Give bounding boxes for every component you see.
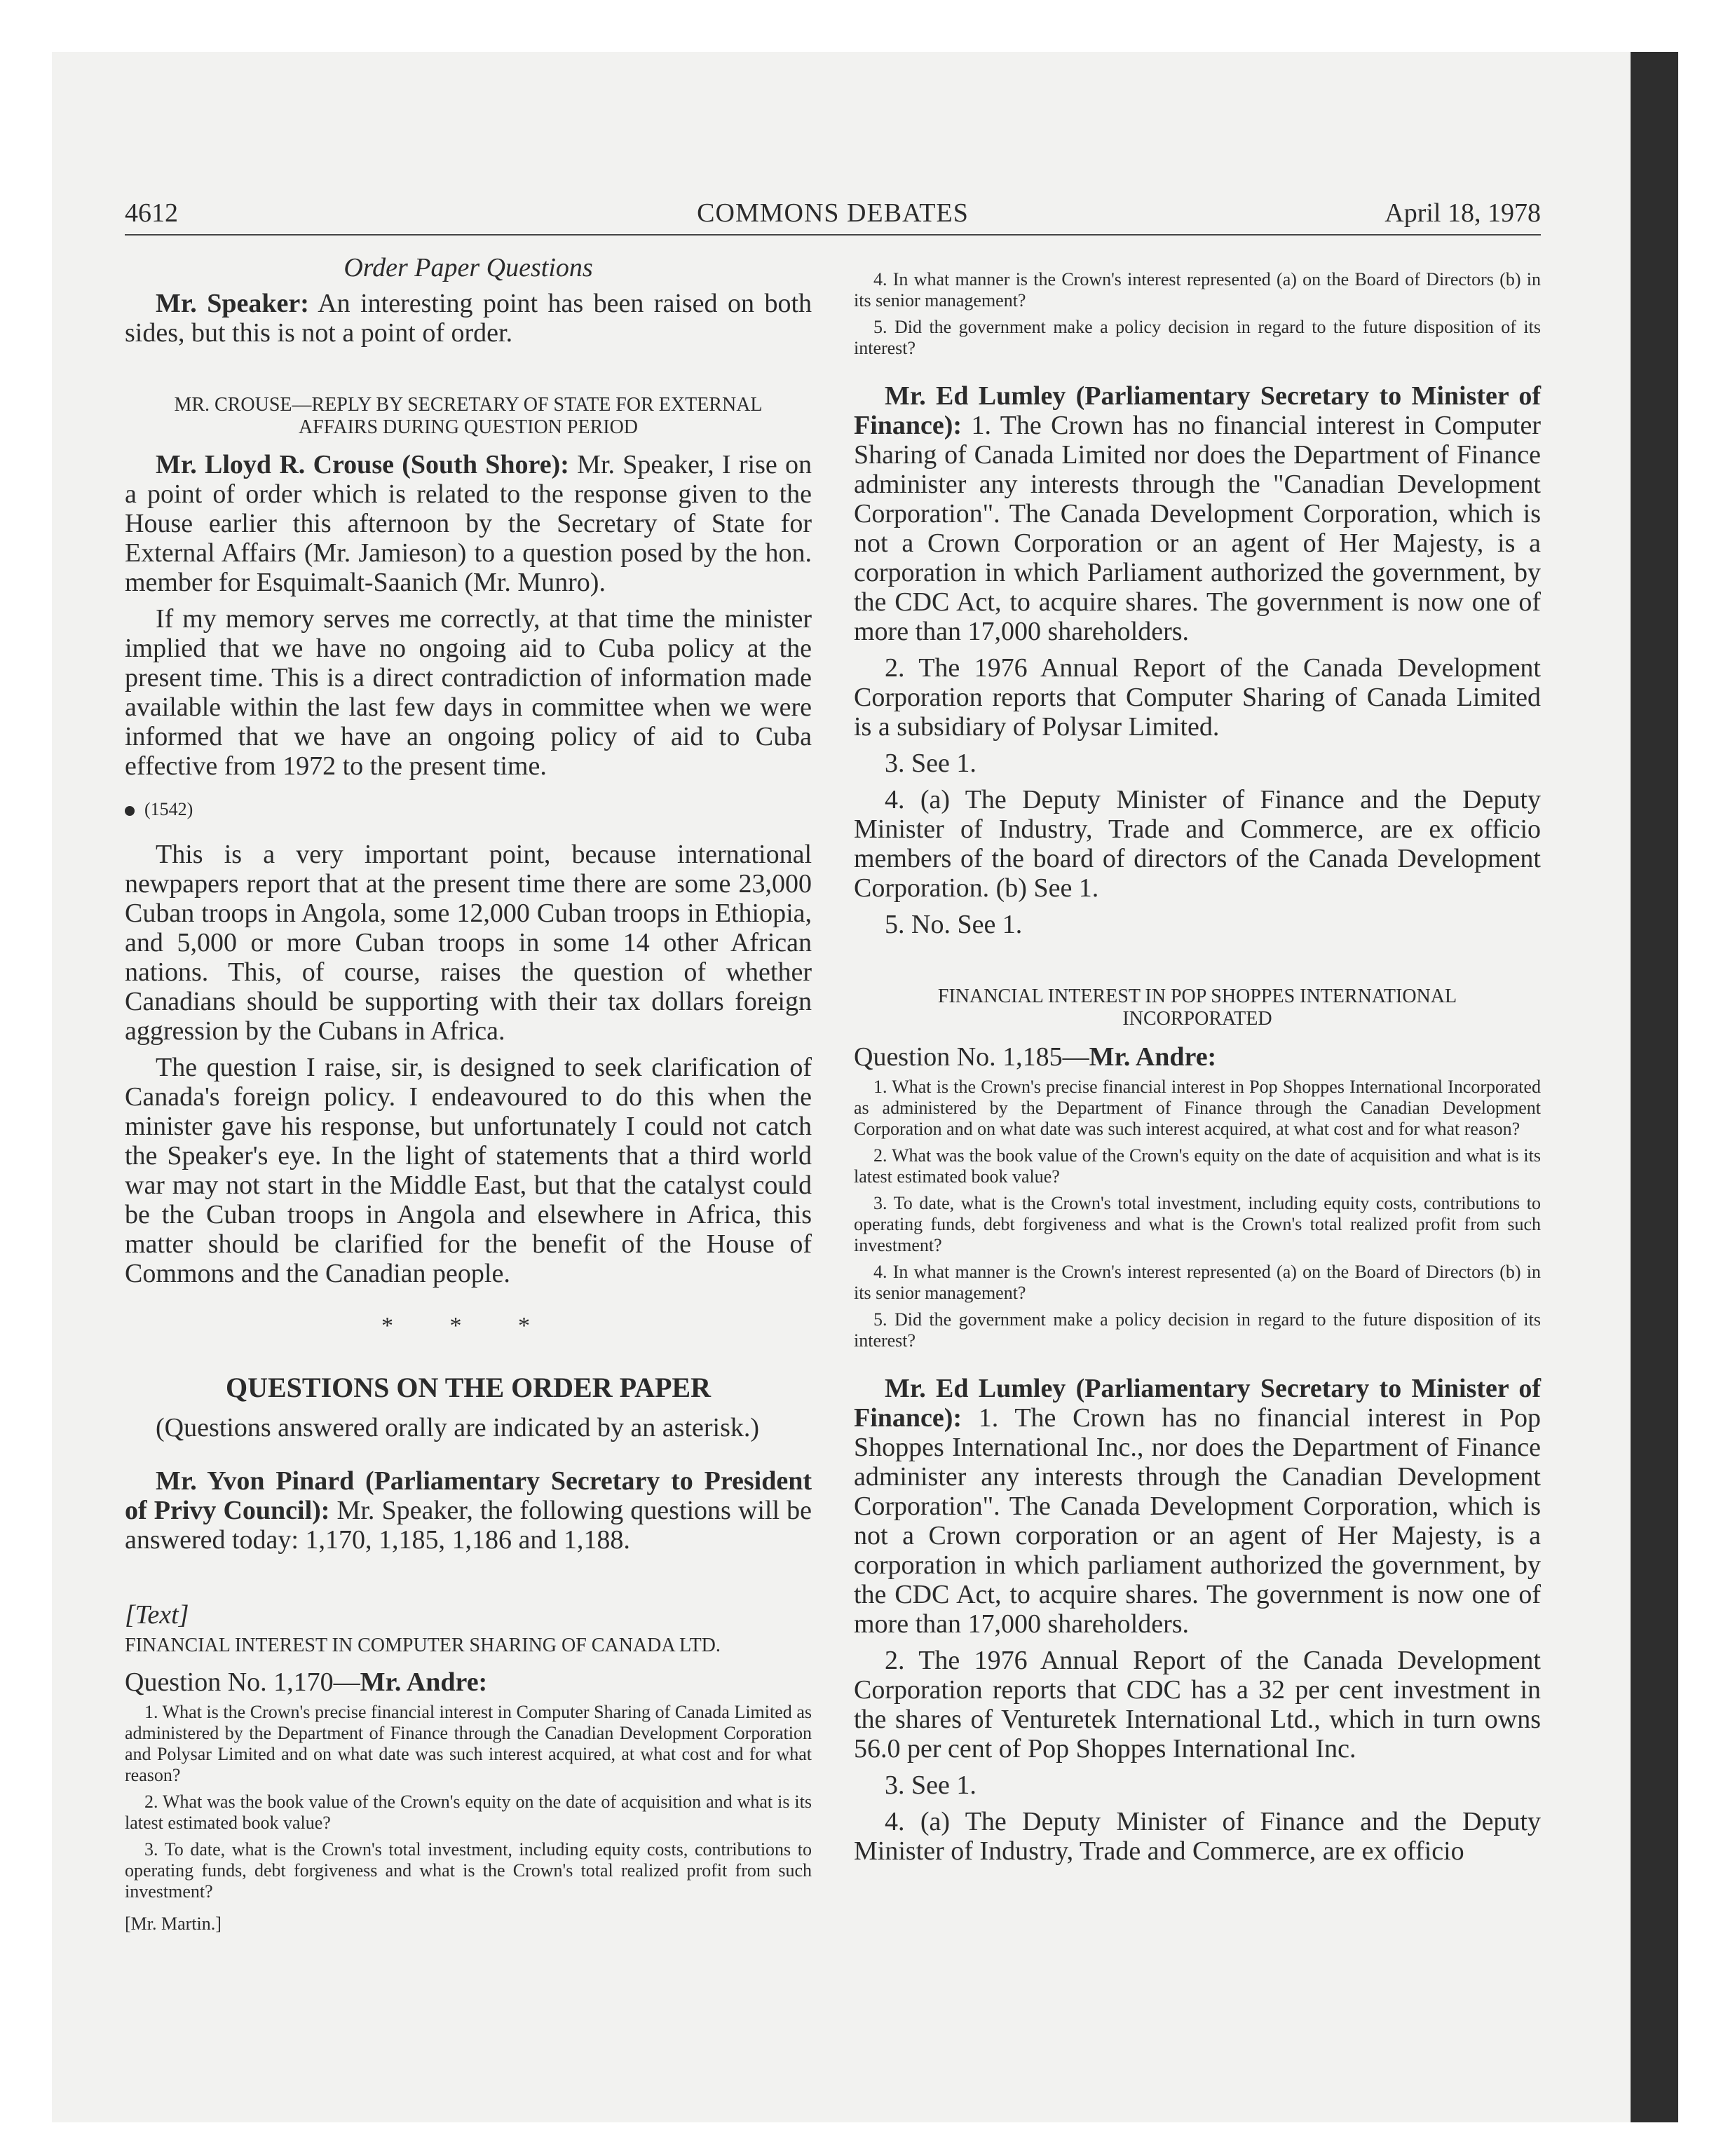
paragraph: If my memory serves me correctly, at that time the minister implied that we have no ongoing aid to Cuba policy at the present time. This is a direct contradiction of information made available within the last few days in committee when we were informed that we have an ongoing policy of aid to Cuba effective from 1972 to the present time. xyxy=(125,604,812,781)
question-item: 4. In what manner is the Crown's interest represented (a) on the Board of Directors (b) in its senior management? xyxy=(854,1262,1541,1303)
timecode-text: (1542) xyxy=(144,799,193,819)
issue-date: April 18, 1978 xyxy=(1384,198,1541,228)
section-break-asterisks: * * * xyxy=(381,1313,555,1339)
text-label: [Text] xyxy=(125,1600,189,1630)
paragraph-crouse xyxy=(125,450,812,597)
section-title-order-paper: Order Paper Questions xyxy=(343,253,593,282)
question-item: 2. What was the book value of the Crown's equity on the date of acquisition and what is its latest estimated book value? xyxy=(125,1792,812,1833)
right-column xyxy=(854,252,1541,1873)
section-heading-questions: QUESTIONS ON THE ORDER PAPER xyxy=(226,1372,711,1403)
paragraph-lumley-answer xyxy=(854,381,1541,646)
header-rule xyxy=(125,234,1541,236)
question-item: 3. To date, what is the Crown's total investment, including equity costs, contributions to operating funds, debt forgiveness and what is the Crown's total realized profit from such investment? xyxy=(125,1839,812,1902)
running-head xyxy=(125,196,1541,236)
section-heading-computer-sharing: FINANCIAL INTEREST IN COMPUTER SHARING OF CANADA LTD. xyxy=(125,1635,721,1656)
answer-item: 2. The 1976 Annual Report of the Canada Development Corporation reports that CDC has a 32 per cent investment in the shares of Venturetek International Ltd., which in turn owns 56.0 per cent of Pop Shoppes International Inc. xyxy=(854,1646,1541,1763)
paragraph: This is a very important point, because international newpapers report that at the present time there are some 23,000 Cuban troops in Angola, some 12,000 Cuban troops in Ethiopia, and 5,000 or more Cuban troops in some 14 other African nations. This, of course, raises the question of whether Canadians should be supporting with their tax dollars foreign aggression by the Cubans in Africa. xyxy=(125,840,812,1046)
answer-item: 2. The 1976 Annual Report of the Canada Development Corporation reports that Computer Sharing of Canada Limited is a subsidiary of Polysar Limited. xyxy=(854,653,1541,742)
speaker-name: Mr. Yvon Pinard (Parliamentary Secretary to President of Privy Council): xyxy=(125,1466,812,1525)
paragraph-text: Mr. Speaker, the following questions will be answered today: 1,170, 1,185, 1,186 and 1,188. xyxy=(125,1496,812,1555)
question-number-1185 xyxy=(854,1042,1541,1072)
question-item: 5. Did the government make a policy decision in regard to the future disposition of its interest? xyxy=(854,1309,1541,1351)
answer-item: 4. (a) The Deputy Minister of Finance and the Deputy Minister of Industry, Trade and Commerce, are ex officio xyxy=(854,1807,1541,1866)
paragraph-answered-note: (Questions answered orally are indicated by an asterisk.) xyxy=(156,1413,760,1442)
paragraph-text: Mr. Speaker, I rise on a point of order which is related to the response given to the House earlier this afternoon by the Secretary of State for External Affairs (Mr. Jamieson) to a question posed by the hon. member for Esquimalt-Saanich (Mr. Munro). xyxy=(125,450,812,597)
paragraph-text: An interesting point has been raised on both sides, but this is not a point of order. xyxy=(125,289,812,348)
bullet-dot-icon xyxy=(125,806,135,816)
paragraph-lumley-answer xyxy=(854,1374,1541,1639)
question-number-1170 xyxy=(125,1667,812,1698)
paragraph-pinard xyxy=(125,1466,812,1555)
paragraph: The question I raise, sir, is designed to seek clarification of Canada's foreign policy. I endeavoured to do this when the minister gave his response, but unfortunately I could not catch the Speaker's eye. In the light of statements that a third world war may not start in the Middle East, but that the catalyst could be the Cuban troops in Angola and elsewhere in Africa, this matter should be clarified for the benefit of the House of Commons and the Canadian people. xyxy=(125,1053,812,1288)
question-asker: Mr. Andre: xyxy=(360,1667,488,1697)
answer-item: 3. See 1. xyxy=(885,1770,977,1800)
answer-item: 3. See 1. xyxy=(885,749,977,778)
journal-title: COMMONS DEBATES xyxy=(697,198,969,228)
question-item: 3. To date, what is the Crown's total investment, including equity costs, contributions to operating funds, debt forgiveness and what is the Crown's total realized profit from such investment? xyxy=(854,1193,1541,1255)
section-heading-pop-shoppes: FINANCIAL INTEREST IN POP SHOPPES INTERNATIONAL INCORPORATED xyxy=(937,985,1457,1030)
page-number: 4612 xyxy=(125,198,178,228)
question-item: 4. In what manner is the Crown's interest represented (a) on the Board of Directors (b) in its senior management? xyxy=(854,269,1541,311)
question-item: 5. Did the government make a policy decision in regard to the future disposition of its interest? xyxy=(854,317,1541,358)
answer-item: 5. No. See 1. xyxy=(885,910,1023,939)
speaker-name: Mr. Ed Lumley (Parliamentary Secretary to Minister of Finance): xyxy=(854,381,1541,440)
scan-edge-bar xyxy=(1631,52,1678,2122)
section-heading-crouse: MR. CROUSE—REPLY BY SECRETARY OF STATE FOR EXTERNAL AFFAIRS DURING QUESTION PERIOD xyxy=(174,394,763,438)
left-column xyxy=(125,252,812,1935)
question-item: 1. What is the Crown's precise financial interest in Computer Sharing of Canada Limited as administered by the Department of Finance through the Canadian Development Corporation and Polysar Limited and on what date was such interest acquired, at what cost and for what reason? xyxy=(125,1702,812,1785)
question-item: 2. What was the book value of the Crown's equity on the date of acquisition and what is its latest estimated book value? xyxy=(854,1145,1541,1187)
question-asker: Mr. Andre: xyxy=(1089,1042,1217,1072)
answer-item: 4. (a) The Deputy Minister of Finance and the Deputy Minister of Industry, Trade and Commerce, are ex officio members of the board of directors of the Canada Development Corporation. (b) See 1. xyxy=(854,785,1541,903)
question-prefix: Question No. 1,170— xyxy=(125,1667,360,1697)
speaker-name: Mr. Ed Lumley (Parliamentary Secretary to Minister of Finance): xyxy=(854,1374,1541,1433)
speaker-name: Mr. Speaker: xyxy=(156,289,309,318)
speaker-credit: [Mr. Martin.] xyxy=(125,1913,222,1934)
question-prefix: Question No. 1,185— xyxy=(854,1042,1089,1072)
question-item: 1. What is the Crown's precise financial interest in Pop Shoppes International Incorporated as administered by the Department of Finance through the Canadian Development Corporation and on what date was such interest acquired, at what cost and for what reason? xyxy=(854,1077,1541,1139)
paragraph-speaker-ruling xyxy=(125,289,812,348)
speaker-name: Mr. Lloyd R. Crouse (South Shore): xyxy=(156,450,569,479)
paragraph-text: 1. The Crown has no financial interest in Pop Shoppes International Inc., nor does the Department of Finance administer any interests through the Canadian Development Corporation". The Canada Development Corporation, which is not a Crown corporation or an agent of Her Majesty, is a corporation in which parliament authorized the government, by the CDC Act, to acquire shares. The government is now one of more than 17,000 shareholders. xyxy=(854,1403,1541,1639)
paragraph-text: 1. The Crown has no financial interest in Computer Sharing of Canada Limited nor does the Department of Finance administer any interests through the "Canadian Development Corporation". The Canada Development Corporation, which is not a Crown Corporation or an agent of Her Majesty, is a corporation in which Parliament authorized the government, by the CDC Act, to acquire shares. The government is now one of more than 17,000 shareholders. xyxy=(854,411,1541,646)
timecode xyxy=(125,799,812,820)
